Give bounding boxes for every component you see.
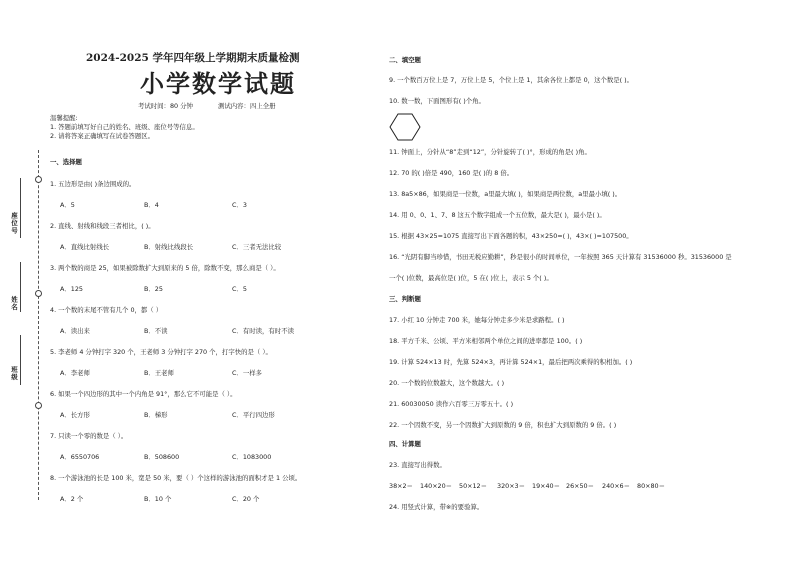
exam-title-main: 小学数学试题 bbox=[140, 69, 296, 98]
fill-question: 16. “光阴有脚当珍惜，书田无税应勤耕”，秒是很小的时间单位，一年按照 365 天计算有 31536000 秒。31536000 是 bbox=[389, 253, 732, 261]
exam-time: 考试时间：80 分钟 bbox=[138, 102, 193, 110]
binding-hole-marker bbox=[35, 176, 42, 183]
question-stem: 2. 直线、射线和线段三者相比，( )。 bbox=[50, 222, 155, 230]
option-b: B．梯形 bbox=[144, 411, 168, 419]
calc-item: 80×80＝ bbox=[637, 482, 666, 490]
name-label: 姓名 bbox=[10, 296, 18, 311]
option-a: A．2 个 bbox=[60, 495, 84, 503]
seat-fill-line bbox=[20, 178, 21, 238]
section3-heading: 三、判断题 bbox=[389, 295, 421, 303]
fill-question: 12. 70 的( )倍是 490，160 是( )的 8 倍。 bbox=[389, 169, 514, 177]
judge-question: 22. 一个因数不变，另一个因数扩大到原数的 9 倍，积也扩大到原数的 9 倍。( ) bbox=[389, 421, 617, 429]
class-label: 班级 bbox=[10, 366, 18, 381]
question-stem: 3. 两个数的商是 25，如果被除数扩大到原来的 5 倍，除数不变，那么商是（ ）。 bbox=[50, 264, 280, 272]
question-stem: 8. 一个游泳池的长是 100 米，宽是 50 米，要（ ）个这样的游泳池的面积才是 1 公顷。 bbox=[50, 474, 302, 482]
option-c: C．有时读，有时不读 bbox=[232, 327, 294, 335]
option-a: A．长方形 bbox=[60, 411, 90, 419]
option-a: A．直线比射线长 bbox=[60, 243, 110, 251]
exam-title-line: 2024-2025 学年四年级上学期期末质量检测 bbox=[86, 52, 300, 64]
option-c: C．5 bbox=[232, 285, 247, 293]
fill-question: 10. 数一数，下面图形有( )个角。 bbox=[389, 97, 485, 105]
calc-item: 38×2＝ bbox=[389, 482, 413, 490]
exam-scope: 测试内容：四上全册 bbox=[218, 102, 276, 110]
notice-item: 1. 答题前填写好自己的姓名、班级、座位号等信息。 bbox=[50, 123, 199, 131]
question-stem: 4. 一个数的末尾不管有几个 0，都（ ） bbox=[50, 306, 163, 314]
calc-item: 320×3＝ bbox=[497, 482, 526, 490]
calc-item: 19×40＝ bbox=[532, 482, 561, 490]
option-a: A．李老师 bbox=[60, 369, 90, 377]
calc-item: 140×20＝ bbox=[420, 482, 453, 490]
class-fill-line bbox=[20, 335, 21, 385]
option-b: B．10 个 bbox=[144, 495, 172, 503]
judge-question: 17. 小红 10 分钟走 700 米，她每分钟走多少米是求路程。( ) bbox=[389, 316, 565, 324]
option-a: A．6550706 bbox=[60, 453, 100, 461]
question-stem: 6. 如果一个四边形的其中一个内角是 91°，那么它不可能是（ ）。 bbox=[50, 390, 237, 398]
fill-question: 14. 用 0、0、1、7、8 这五个数字组成一个五位数，最大是( )，最小是( )。 bbox=[389, 211, 606, 219]
calc-question: 24. 用竖式计算，带※的要验算。 bbox=[389, 503, 484, 511]
fill-question: 11. 钟面上，分针从“8”走到“12”，分针旋转了( )°，形成的角是( )角。 bbox=[389, 148, 591, 156]
option-b: B．王老师 bbox=[144, 369, 174, 377]
fill-question: 15. 根据 43×25=1075 直接写出下面各题的积，43×250=( )，43×( )=107500。 bbox=[389, 232, 633, 240]
notice-item: 2. 请将答案正确填写在试卷答题区。 bbox=[50, 132, 154, 140]
calc-item: 240×6＝ bbox=[602, 482, 631, 490]
question-stem: 1. 五边形是由( )条边围成的。 bbox=[50, 180, 136, 188]
option-c: C．20 个 bbox=[232, 495, 260, 503]
option-c: C．三者无法比较 bbox=[232, 243, 282, 251]
notice-heading: 温馨提醒: bbox=[50, 114, 78, 122]
option-b: B．25 bbox=[144, 285, 163, 293]
option-c: C．一样多 bbox=[232, 369, 263, 377]
binding-hole-marker bbox=[35, 402, 42, 409]
option-c: C．平行四边形 bbox=[232, 411, 275, 419]
name-fill-line bbox=[20, 262, 21, 312]
option-b: B．不读 bbox=[144, 327, 168, 335]
section1-heading: 一、选择题 bbox=[50, 158, 82, 166]
hexagon-figure bbox=[389, 113, 421, 141]
seat-label: 座位号 bbox=[10, 212, 18, 235]
option-a: A．125 bbox=[60, 285, 83, 293]
binding-dashed-line bbox=[38, 150, 39, 500]
fill-question-continued: 一个( )位数，最高位是( )位，5 在( )位上，表示 5 个( )。 bbox=[389, 274, 553, 282]
section4-heading: 四、计算题 bbox=[389, 440, 421, 448]
option-a: A．读出来 bbox=[60, 327, 90, 335]
calc-question: 23. 直接写出得数。 bbox=[389, 461, 446, 469]
option-b: B．4 bbox=[144, 201, 159, 209]
question-stem: 5. 李老师 4 分钟打字 320 个，王老师 3 分钟打字 270 个，打字快的是（ ）。 bbox=[50, 348, 272, 356]
judge-question: 21. 60030050 读作六百零三万零五十。( ) bbox=[389, 400, 514, 408]
section2-heading: 二、填空题 bbox=[389, 56, 421, 64]
option-c: C．3 bbox=[232, 201, 247, 209]
option-a: A．5 bbox=[60, 201, 75, 209]
option-b: B．射线比线段长 bbox=[144, 243, 194, 251]
fill-question: 9. 一个数百万位上是 7，万位上是 5，个位上是 1，其余各位上都是 0，这个数是( )。 bbox=[389, 76, 634, 84]
fill-question: 13. 8a5×86，如果商是一位数，a里最大填( )，如果商是两位数，a里最小填( )。 bbox=[389, 190, 622, 198]
option-b: B．508600 bbox=[144, 453, 180, 461]
question-stem: 7. 只读一个零的数是（ ）。 bbox=[50, 432, 128, 440]
judge-question: 19. 计算 524×13 时，先算 524×3，再计算 524×1，最后把两次乘得的积相加。( ) bbox=[389, 358, 633, 366]
binding-hole-marker bbox=[35, 290, 42, 297]
judge-question: 18. 平方千米、公顷、平方米相邻两个单位之间的进率都是 100。( ) bbox=[389, 337, 583, 345]
option-c: C．1083000 bbox=[232, 453, 272, 461]
judge-question: 20. 一个数的位数越大，这个数越大。( ) bbox=[389, 379, 505, 387]
calc-item: 50×12＝ bbox=[459, 482, 488, 490]
calc-item: 26×50＝ bbox=[566, 482, 595, 490]
